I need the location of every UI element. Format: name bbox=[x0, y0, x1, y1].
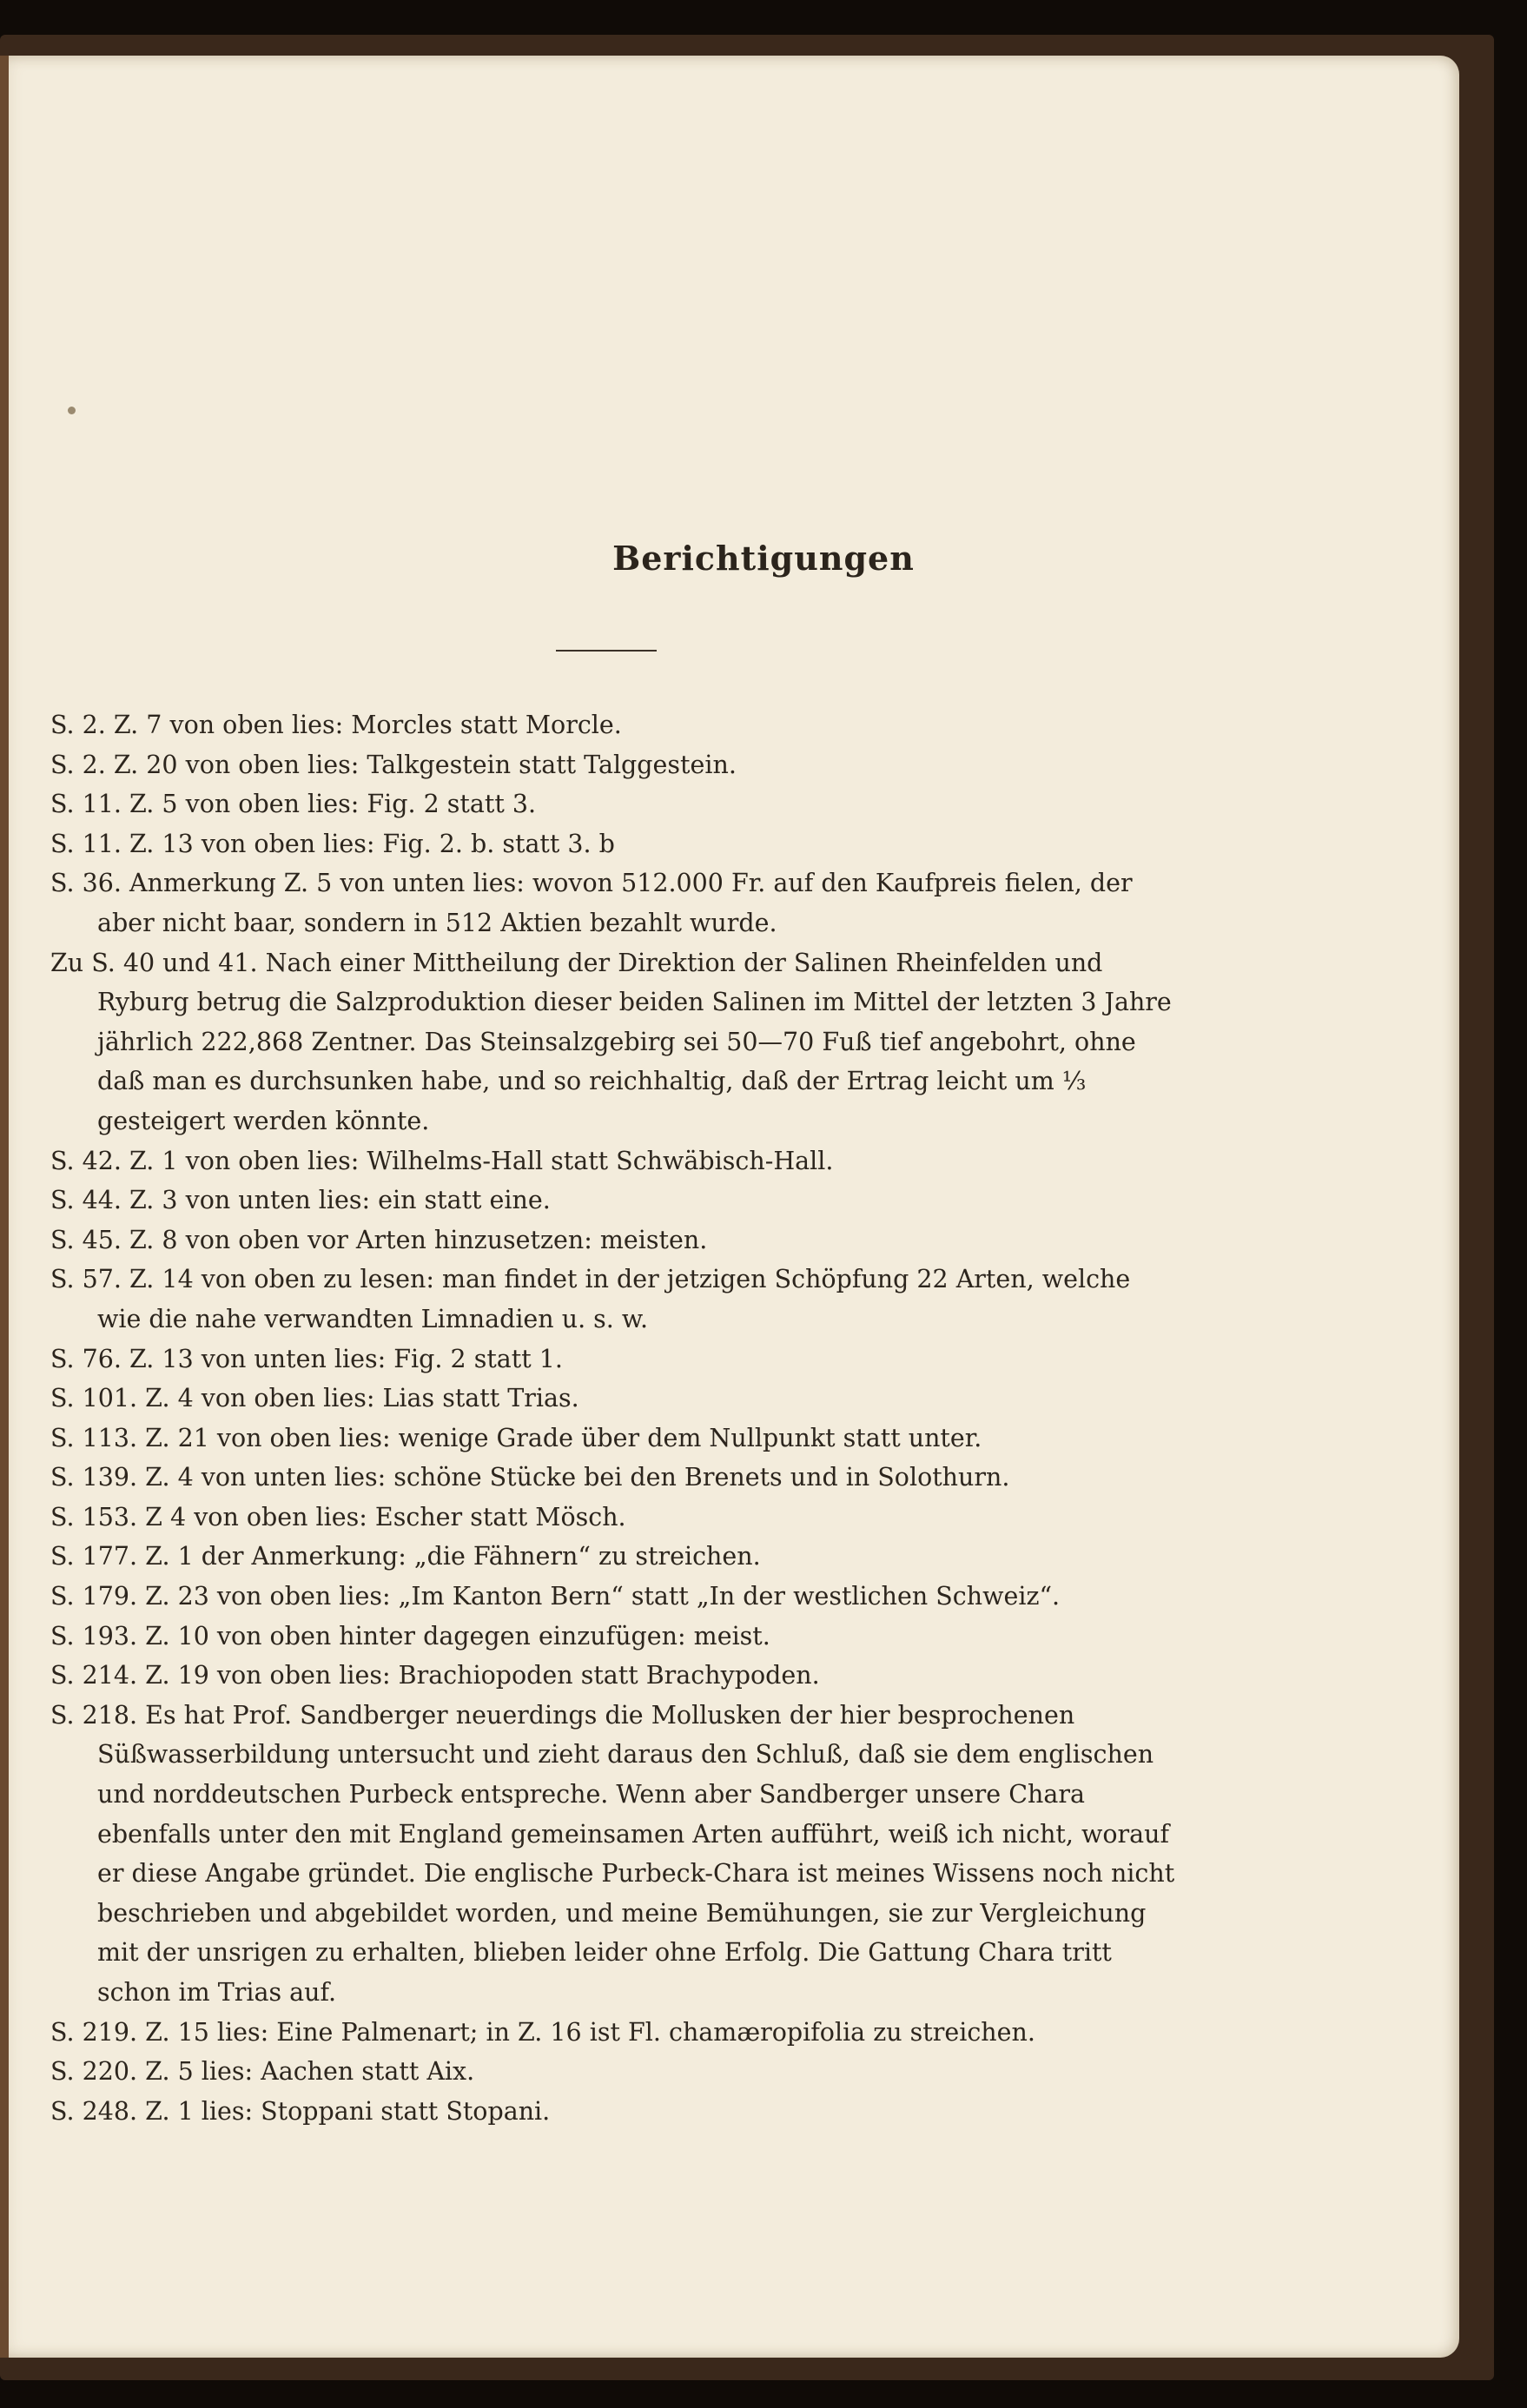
errata-entry: S. 44. Z. 3 von unten lies: ein statt eine. bbox=[50, 1186, 551, 1215]
errata-entry: S. 11. Z. 13 von oben lies: Fig. 2. b. statt 3. b bbox=[50, 829, 615, 858]
errata-entry: S. 57. Z. 14 von oben zu lesen: man findet in der jetzigen Schöpfung 22 Arten, welche wie die nahe verwandten Limnadien u. s. w. bbox=[50, 1265, 1131, 1333]
errata-entry: S. 101. Z. 4 von oben lies: Lias statt Trias. bbox=[50, 1384, 579, 1413]
errata-entry: S. 179. Z. 23 von oben lies: „Im Kanton Bern“ statt „In der westlichen Schweiz“. bbox=[50, 1582, 1061, 1611]
paper-spot bbox=[68, 407, 76, 414]
book-binding bbox=[0, 56, 9, 2358]
errata-entry: S. 2. Z. 20 von oben lies: Talkgestein statt Talggestein. bbox=[50, 750, 737, 779]
errata-entry: S. 220. Z. 5 lies: Aachen statt Aix. bbox=[50, 2057, 475, 2087]
errata-entry: S. 193. Z. 10 von oben hinter dagegen einzufügen: meist. bbox=[50, 1621, 770, 1651]
errata-entry: S. 218. Es hat Prof. Sandberger neuerdings die Mollusken der hier besprochenen Süßwasserbildung untersucht und zieht daraus den Schluß, daß sie dem englischen und norddeutschen Purbeck entspreche. Wenn aber Sandberger unsere Chara ebenfalls unter den mit England gemeinsamen Arten aufführt, weiß ich nicht, worauf er diese Angabe gründet. Die englische Purbeck-Chara ist meines Wissens noch nicht beschrieben und abgebildet worden, und meine Bemühungen, sie zur Vergleichung mit der unsrigen zu erhalten, blieben leider ohne Erfolg. Die Gattung Chara tritt schon im Trias auf. bbox=[50, 1700, 1175, 2007]
page-title: Berichtigungen bbox=[612, 539, 915, 578]
errata-entry: S. 11. Z. 5 von oben lies: Fig. 2 statt 3. bbox=[50, 790, 537, 819]
errata-entry: Zu S. 40 und 41. Nach einer Mittheilung der Direktion der Salinen Rheinfelden und Ryburg betrug die Salzproduktion dieser beiden Salinen im Mittel der letzten 3 Jahre jährlich 222,868 Zentner. Das Steinsalzgebirg sei 50—70 Fuß tief angebohrt, ohne daß man es durchsunken habe, und so reichhaltig, daß der Ertrag leicht um ⅓ gesteigert werden könnte. bbox=[50, 948, 1172, 1135]
errata-entry: S. 45. Z. 8 von oben vor Arten hinzusetzen: meisten. bbox=[50, 1225, 708, 1254]
errata-entry: S. 177. Z. 1 der Anmerkung: „die Fähnern“ zu streichen. bbox=[50, 1542, 761, 1571]
errata-entry: S. 113. Z. 21 von oben lies: wenige Grade über dem Nullpunkt statt unter. bbox=[50, 1423, 982, 1452]
errata-entry: S. 76. Z. 13 von unten lies: Fig. 2 statt 1. bbox=[50, 1344, 563, 1373]
errata-entry: S. 139. Z. 4 von unten lies: schöne Stücke bei den Brenets und in Solothurn. bbox=[50, 1463, 1010, 1492]
title-rule bbox=[556, 650, 657, 652]
errata-list bbox=[50, 705, 1180, 2131]
errata-entry: S. 2. Z. 7 von oben lies: Morcles statt Morcle. bbox=[50, 711, 622, 739]
errata-entry: S. 36. Anmerkung Z. 5 von unten lies: wovon 512.000 Fr. auf den Kaufpreis fielen, der aber nicht baar, sondern in 512 Aktien bezahlt wurde. bbox=[50, 869, 1133, 937]
errata-entry: S. 42. Z. 1 von oben lies: Wilhelms-Hall statt Schwäbisch-Hall. bbox=[50, 1146, 834, 1175]
errata-entry: S. 219. Z. 15 lies: Eine Palmenart; in Z. 16 ist Fl. chamæropifolia zu streichen. bbox=[50, 2017, 1035, 2047]
errata-entry: S. 153. Z 4 von oben lies: Escher statt Mösch. bbox=[50, 1502, 626, 1531]
errata-entry: S. 214. Z. 19 von oben lies: Brachiopoden statt Brachypoden. bbox=[50, 1661, 820, 1690]
errata-entry: S. 248. Z. 1 lies: Stoppani statt Stopani. bbox=[50, 2096, 551, 2126]
